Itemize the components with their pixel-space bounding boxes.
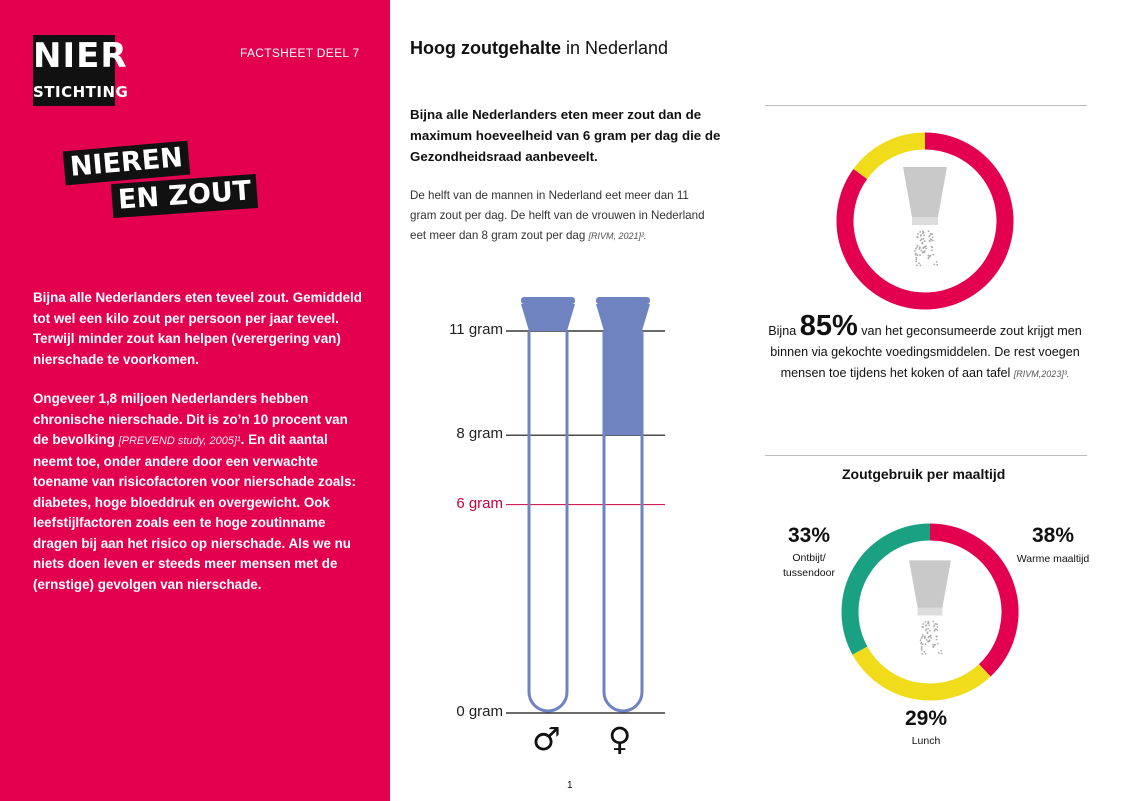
label-breakfast bbox=[770, 551, 848, 581]
meal-chart-title: Zoutgebruik per maaltijd bbox=[842, 466, 1006, 482]
title-tag-line1: NIEREN bbox=[63, 141, 190, 186]
male-symbol: ♂ bbox=[532, 720, 561, 758]
sidebar bbox=[0, 0, 390, 801]
donut-slice bbox=[860, 651, 985, 692]
tube-neck bbox=[521, 304, 575, 331]
page-title bbox=[410, 38, 668, 59]
tube-bar bbox=[521, 297, 575, 711]
tick-label: 6 gram bbox=[456, 494, 503, 512]
pct-dinner: 38% bbox=[1031, 524, 1075, 547]
body-paragraph bbox=[410, 186, 710, 246]
label-breakfast-line1: Ontbijt/ bbox=[792, 552, 826, 564]
logo-subtext: STICHTING bbox=[33, 83, 129, 101]
tube-outline bbox=[529, 331, 567, 711]
salt-source-donut bbox=[834, 130, 1016, 312]
tube-neck bbox=[596, 304, 650, 331]
stat-pre: Bijna bbox=[768, 324, 800, 338]
stat-text: van het geconsumeerde zout krijgt men binnen via gekochte voedingsmiddelen. De rest voegen mensen toe tijdens het koken of aan tafel bbox=[770, 324, 1082, 380]
sidebar-paragraph-2-start: Ongeveer 1,8 miljoen Nederlanders hebben chronische nierschade. Dit is zo’n 10 procent van de bevolking bbox=[33, 391, 348, 447]
tube-rim bbox=[596, 297, 650, 304]
page-title-rest: in Nederland bbox=[561, 38, 669, 58]
meal-salt-donut bbox=[840, 522, 1020, 702]
page-title-bold: Hoog zoutgehalte bbox=[410, 38, 561, 58]
salt-shaker-icon bbox=[903, 167, 947, 266]
pct-breakfast: 33% bbox=[787, 524, 831, 547]
title-tag-line2: EN ZOUT bbox=[111, 174, 258, 218]
tick-label: 0 gram bbox=[456, 703, 503, 720]
divider-top bbox=[765, 105, 1087, 106]
factsheet-label: FACTSHEET DEEL 7 bbox=[240, 46, 360, 60]
pct-lunch: 29% bbox=[904, 707, 948, 730]
label-dinner: Warme maaltijd bbox=[1016, 553, 1090, 565]
stat-percentage: 85% bbox=[799, 310, 858, 342]
citation: [PREVEND study, 2005]¹ bbox=[118, 435, 241, 447]
logo-wordmark: NIER bbox=[33, 36, 128, 76]
label-breakfast-line2: tussendoor bbox=[783, 567, 835, 579]
sidebar-paragraph-2-end: . En dit aantal neemt toe, onder andere door een verwachte toename van risicofactoren voor nierschade zoals: diabetes, hoge bloeddruk en overgewicht. Ook leefstijlfactoren zoals een te hoge zoutinname dragen bij aan het risico op nierschade. Als we nu niets doen leven er steeds meer mensen met de (ernstige) gevolgen van nierschade. bbox=[33, 432, 356, 592]
female-symbol: ♀ bbox=[608, 720, 632, 758]
salt-intake-tube-chart bbox=[400, 280, 690, 770]
tube-bar bbox=[596, 297, 650, 711]
tick-label: 8 gram bbox=[456, 425, 503, 443]
tube-rim bbox=[521, 297, 575, 304]
salt-shaker-icon bbox=[909, 560, 951, 654]
stat-citation: [RIVM,2023]³. bbox=[1013, 369, 1070, 379]
nierstichting-logo bbox=[33, 35, 129, 106]
sidebar-paragraph-2 bbox=[33, 389, 363, 595]
stat-paragraph bbox=[755, 310, 1095, 385]
body-text: De helft van de mannen in Nederland eet meer dan 11 gram zout per dag. De helft van de vrouwen in Nederland eet meer dan 8 gram zout per dag bbox=[410, 189, 705, 242]
label-lunch: Lunch bbox=[911, 735, 941, 747]
divider-middle bbox=[765, 455, 1087, 456]
tick-label: 11 gram bbox=[449, 321, 503, 338]
tube-fill bbox=[604, 326, 642, 435]
lead-paragraph: Bijna alle Nederlanders eten meer zout dan de maximum hoeveelheid van 6 gram per dag die de Gezondheidsraad aanbeveelt. bbox=[410, 107, 721, 164]
sidebar-paragraph-1: Bijna alle Nederlanders eten teveel zout. Gemiddeld tot wel een kilo zout per persoon per jaar teveel. Terwijl minder zout kan helpen (verergering van) nierschade te voorkomen. bbox=[33, 290, 362, 367]
body-citation: [RIVM, 2021]². bbox=[588, 231, 647, 241]
page-number: 1 bbox=[567, 780, 573, 791]
